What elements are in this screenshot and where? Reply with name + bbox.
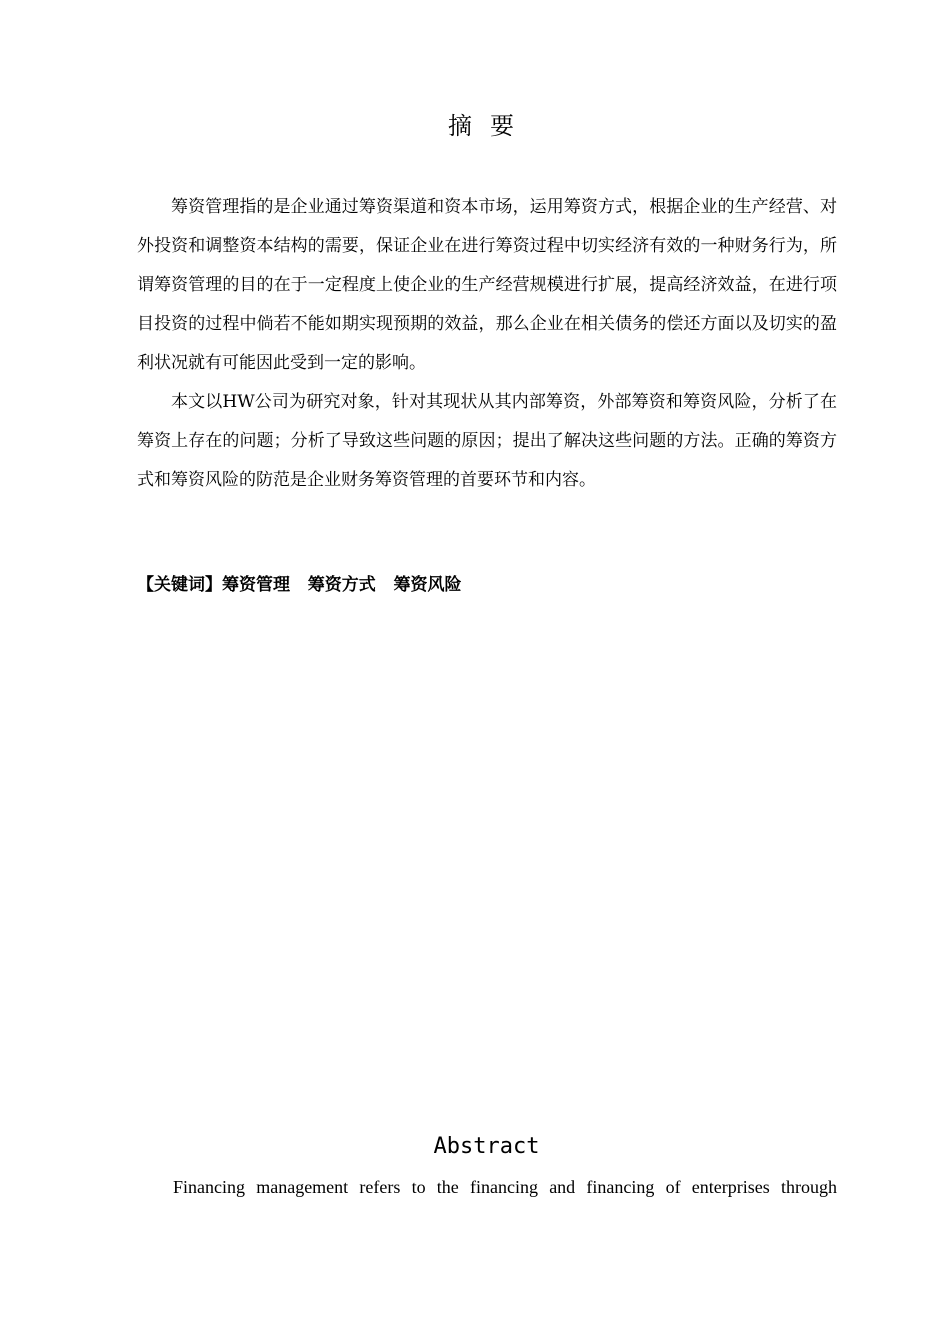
chinese-abstract-paragraph-2: 本文以HW公司为研究对象，针对其现状从其内部筹资，外部筹资和筹资风险，分析了在筹资上存在的问题；分析了导致这些问题的原因；提出了解决这些问题的方法。正确的筹资方式和筹资风险的防范是企业财务筹资管理的首要环节和内容。: [137, 392, 837, 490]
chinese-abstract-paragraph-1: 筹资管理指的是企业通过筹资渠道和资本市场，运用筹资方式，根据企业的生产经营、对外投资和调整资本结构的需要，保证企业在进行筹资过程中切实经济有效的一种财务行为，所谓筹资管理的目的在于一定程度上使企业的生产经营规模进行扩展，提高经济效益，在进行项目投资的过程中倘若不能如期实现预期的效益，那么企业在相关债务的偿还方面以及切实的盈利状况就有可能因此受到一定的影响。: [137, 197, 837, 373]
keywords-label: 【关键词】: [137, 575, 222, 595]
english-abstract-body: [137, 1172, 837, 1202]
keyword-1: 筹资管理: [222, 575, 290, 595]
keyword-3: 筹资风险: [393, 575, 462, 595]
keyword-2: 筹资方式: [307, 575, 376, 595]
english-abstract-title: Abstract: [433, 1134, 540, 1159]
keywords-line: [137, 569, 462, 601]
chinese-abstract-title: 摘要: [448, 112, 532, 140]
english-abstract-paragraph-1: Financing management refers to the financing and financing of enterprises through: [173, 1177, 837, 1197]
chinese-abstract-body: [137, 188, 837, 500]
